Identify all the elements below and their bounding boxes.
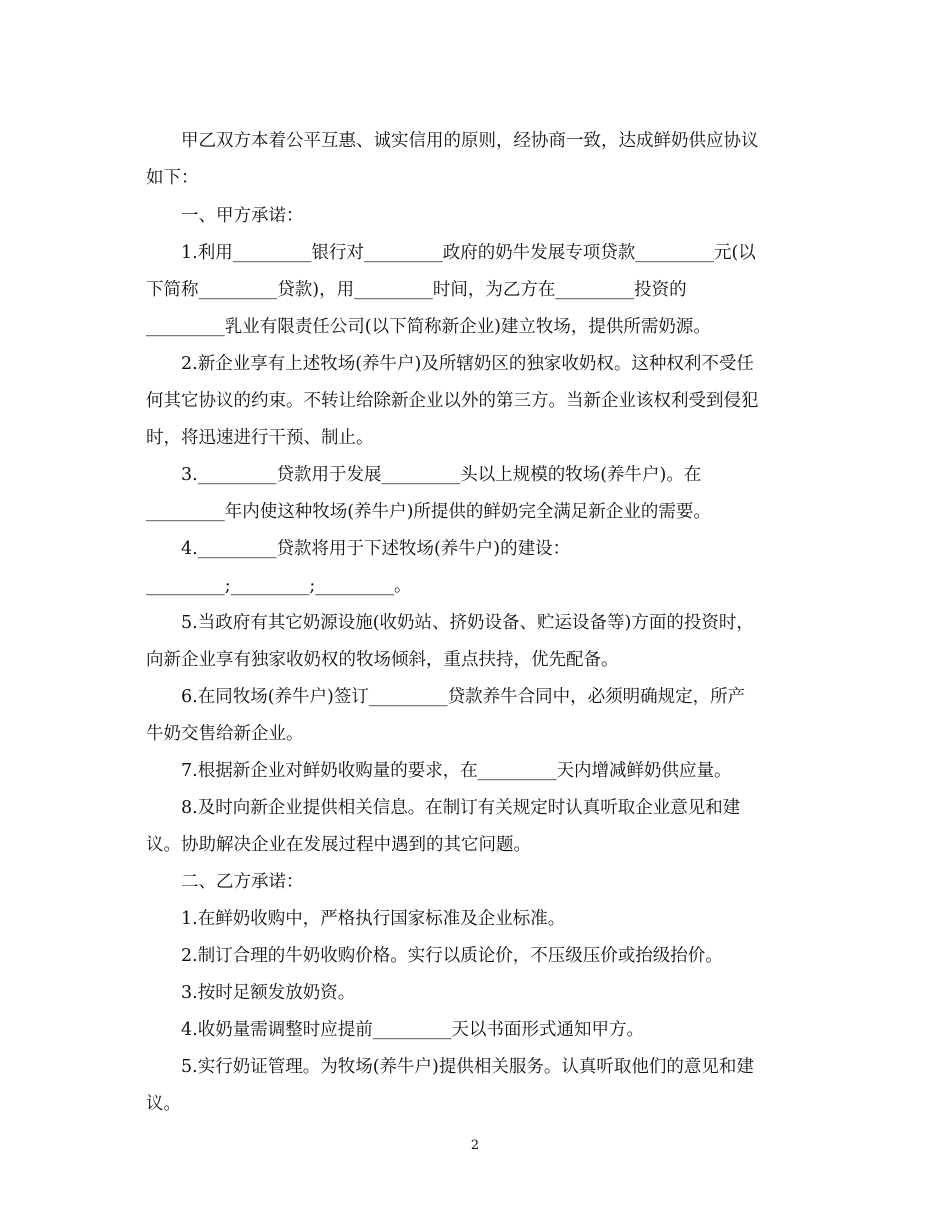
paragraph-line: 下简称_________贷款)，用_________时间，为乙方在_________投资的	[146, 280, 687, 300]
paragraph-line: 4._________贷款将用于下述牧场(养牛户)的建设：	[181, 539, 571, 559]
paragraph-line: 如下：	[146, 168, 199, 188]
paragraph-line: 甲乙双方本着公平互惠、诚实信用的原则，经协商一致，达成鲜奶供应协议	[181, 131, 759, 151]
page-number: 2	[470, 1138, 480, 1153]
paragraph-line: _________乳业有限责任公司(以下简称新企业)建立牧场，提供所需奶源。	[146, 317, 711, 337]
paragraph-line: 议。协助解决企业在发展过程中遇到的其它问题。	[146, 835, 531, 855]
paragraph-line: _________年内使这种牧场(养牛户)所提供的鲜奶完全满足新企业的需要。	[146, 502, 711, 522]
paragraph-line: 2.新企业享有上述牧场(养牛户)及所辖奶区的独家收奶权。这种权利不受任	[181, 354, 754, 374]
paragraph-line: 7.根据新企业对鲜奶收购量的要求，在_________天内增减鲜奶供应量。	[181, 761, 732, 781]
paragraph-line: 1.利用_________银行对_________政府的奶牛发展专项贷款_________元(以	[181, 243, 756, 263]
paragraph-line: 5.当政府有其它奶源设施(收奶站、挤奶设备、贮运设备等)方面的投资时，	[181, 613, 754, 633]
paragraph-line: 4.收奶量需调整时应提前_________天以书面形式通知甲方。	[181, 1020, 644, 1040]
paragraph-line: 1.在鲜奶收购中，严格执行国家标准及企业标准。	[181, 909, 566, 929]
paragraph-line: 牛奶交售给新企业。	[146, 724, 304, 744]
section-heading-party-a: 一、甲方承诺：	[181, 206, 304, 226]
paragraph-line: 3._________贷款用于发展_________头以上规模的牧场(养牛户)。在	[181, 465, 702, 485]
paragraph-line: 议。	[146, 1094, 181, 1114]
section-heading-party-b: 二、乙方承诺：	[181, 872, 304, 892]
paragraph-line: 向新企业享有独家收奶权的牧场倾斜，重点扶持，优先配备。	[146, 650, 619, 670]
paragraph-line: 2.制订合理的牛奶收购价格。实行以质论价，不压级压价或抬级抬价。	[181, 946, 723, 966]
paragraph-line: 5.实行奶证管理。为牧场(养牛户)提供相关服务。认真听取他们的意见和建	[181, 1057, 754, 1077]
paragraph-line: 何其它协议的约束。不转让给除新企业以外的第三方。当新企业该权利受到侵犯	[146, 391, 759, 411]
paragraph-line: 8.及时向新企业提供相关信息。在制订有关规定时认真听取企业意见和建	[181, 798, 741, 818]
paragraph-line: _________;_________;_________。	[146, 576, 412, 596]
paragraph-line: 6.在同牧场(养牛户)签订_________贷款养牛合同中，必须明确规定，所产	[181, 687, 746, 707]
paragraph-line: 3.按时足额发放奶资。	[181, 983, 356, 1003]
paragraph-line: 时，将迅速进行干预、制止。	[146, 428, 374, 448]
